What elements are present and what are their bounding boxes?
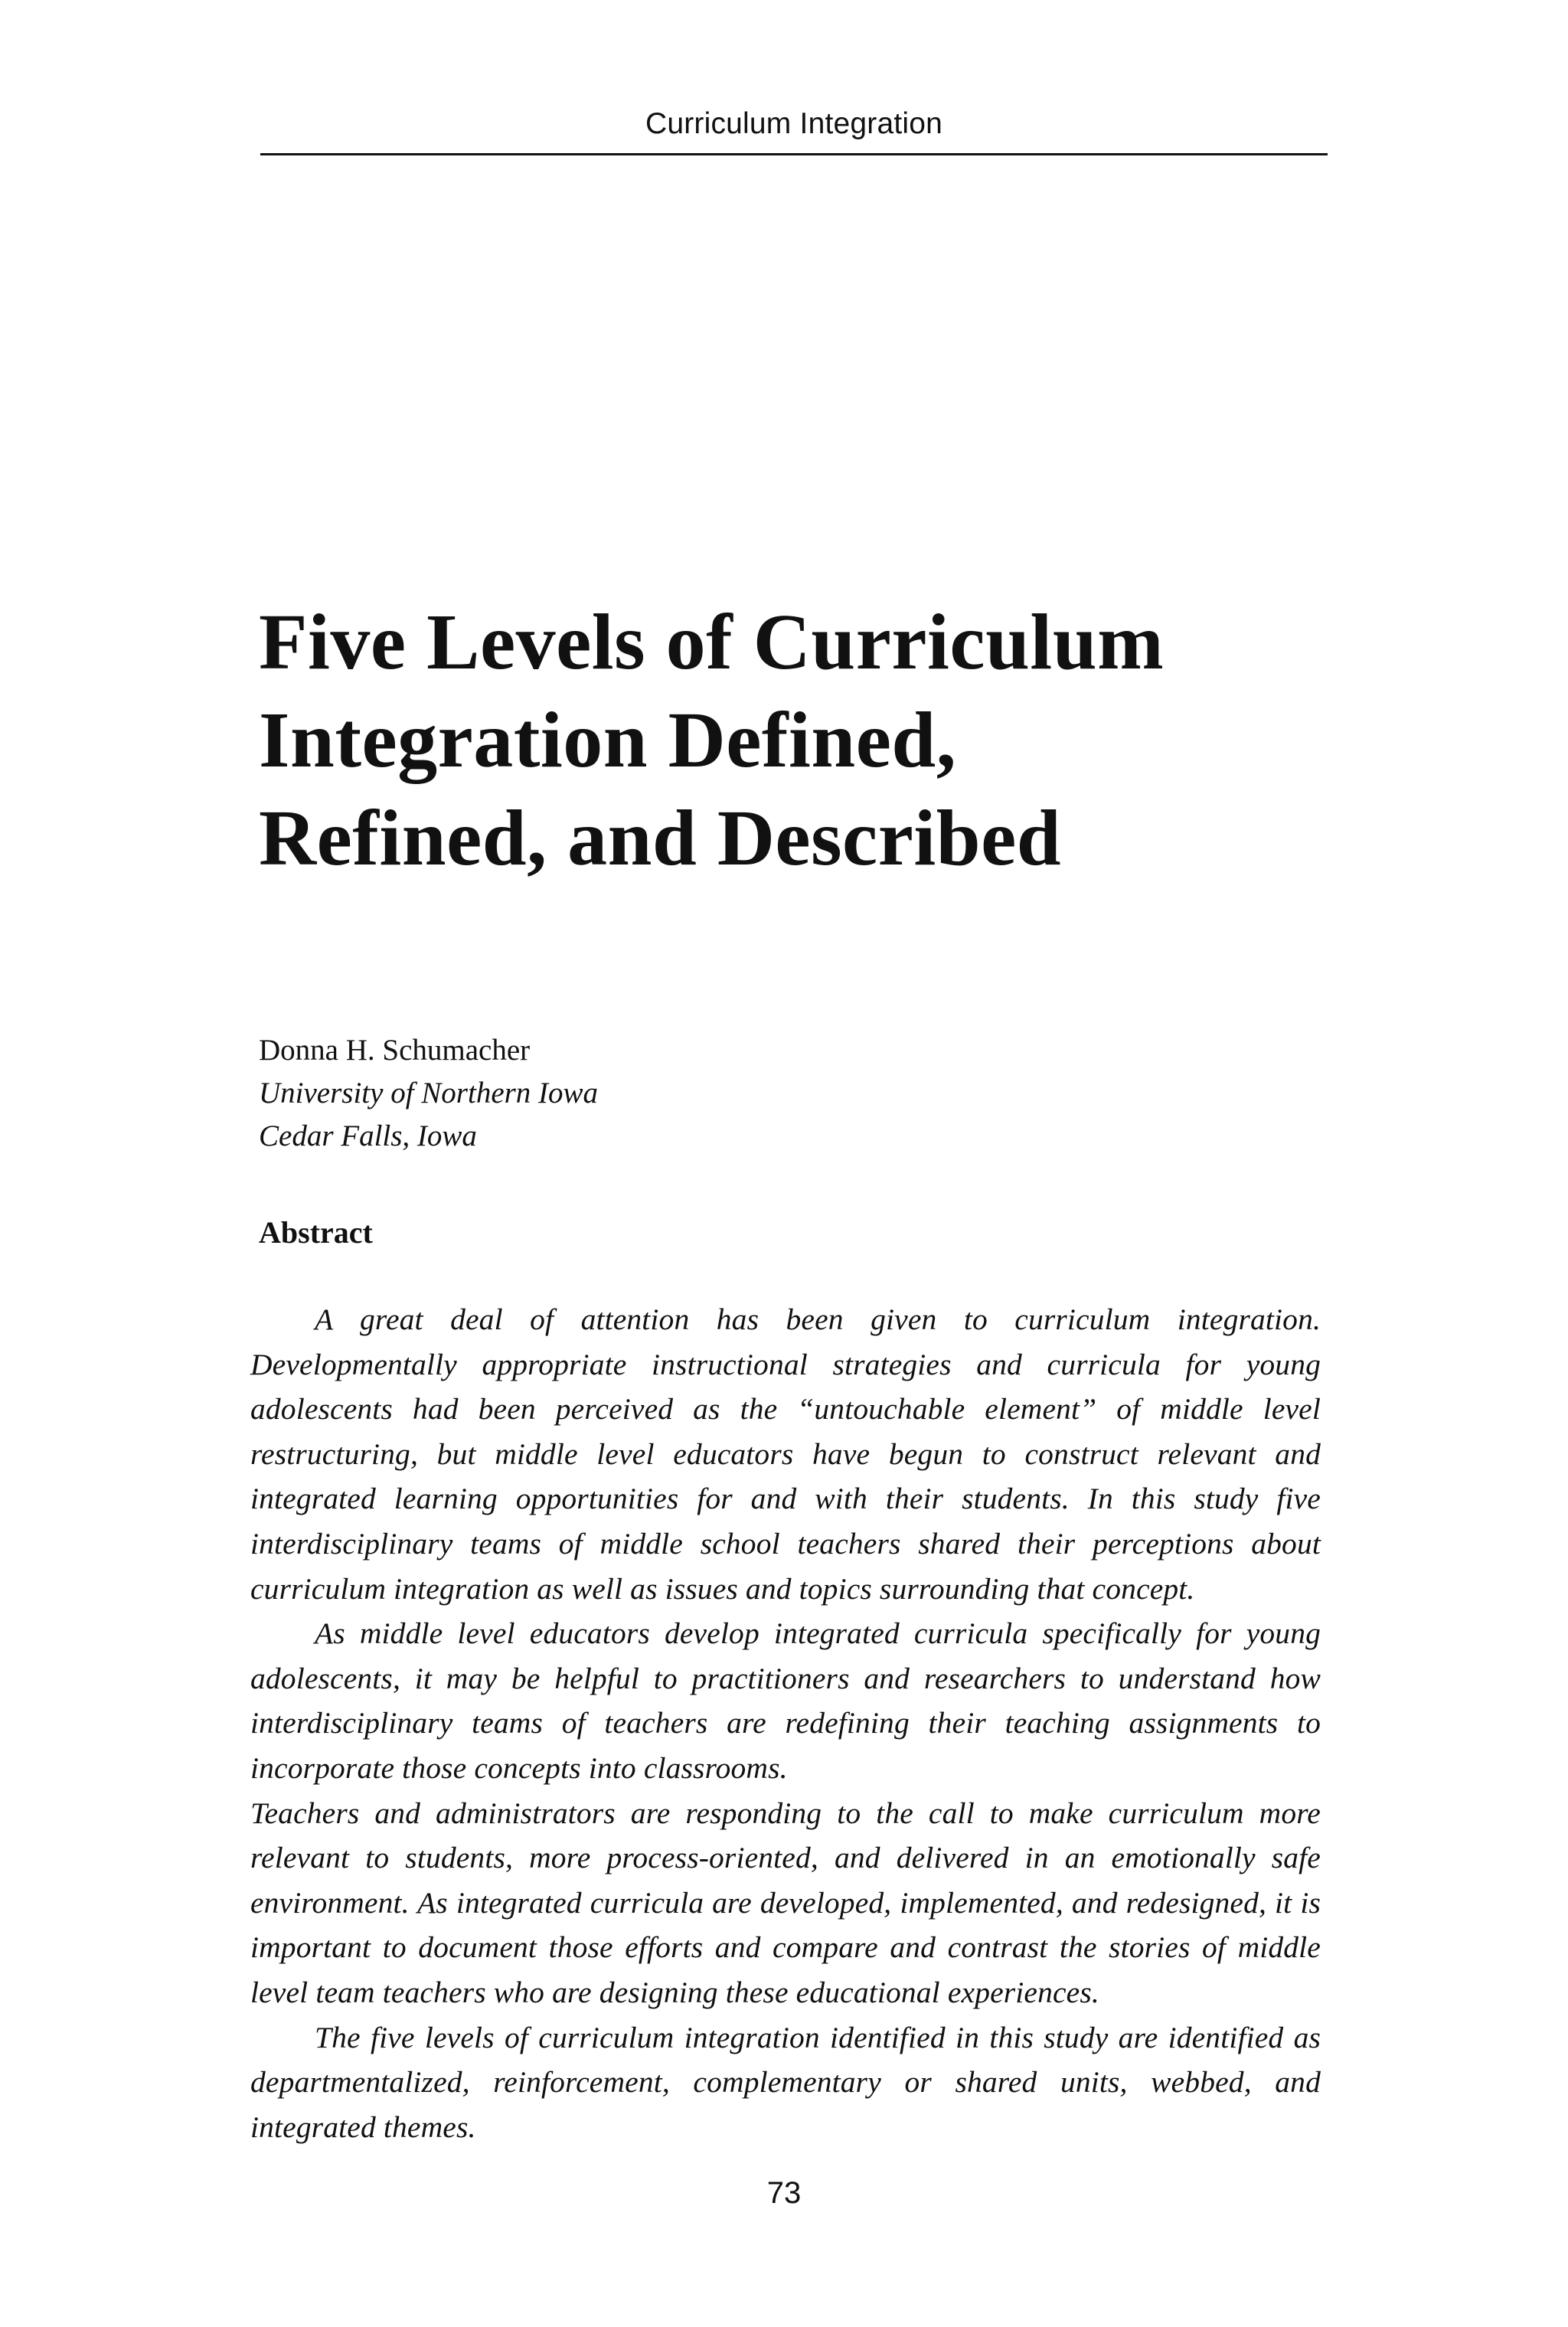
title-line: Five Levels of Curriculum: [259, 598, 1165, 686]
byline: [259, 1029, 1178, 1158]
header-rule: [260, 153, 1328, 155]
page-number: 73: [766, 2176, 802, 2210]
article-title: [259, 593, 1407, 887]
abstract-paragraph: The five levels of curriculum integration identified in this study are identified as departmentalized, reinforcement, complementary or shared units, webbed, and integrated themes.: [250, 2020, 1321, 2144]
abstract-paragraph: As middle level educators develop integrated curricula specifically for young adolescents, it may be helpful to practitioners and researchers to understand how interdisciplinary teams of teachers are redefining their teaching assignments to incorporate those concepts into classrooms.: [250, 1616, 1321, 1785]
title-line: Integration Defined,: [259, 696, 957, 784]
abstract-paragraph: Teachers and administrators are responding to the call to make curriculum more relevant to students, more process-oriented, and delivered in an emotionally safe environment. As integrated curricula are developed, implemented, and redesigned, it is important to document those efforts and compare and contrast the stories of middle level team teachers who are designing these educational experiences.: [250, 1796, 1321, 2009]
author-name: Donna H. Schumacher: [259, 1034, 531, 1067]
abstract-body: [250, 1297, 1321, 2149]
title-line: Refined, and Described: [259, 794, 1062, 882]
abstract-heading: Abstract: [259, 1215, 373, 1250]
abstract-paragraph: A great deal of attention has been given to curriculum integration. Developmentally appropriate instructional strategies and curricula for young adolescents had been perceived as the “untouchable element” of middle level restructuring, but middle level educators have begun to construct relevant and integrated learning opportunities for and with their students. In this study five interdisciplinary teams of middle school teachers shared their perceptions about curriculum integration as well as issues and topics surrounding that concept.: [250, 1302, 1321, 1606]
author-location: Cedar Falls, Iowa: [259, 1119, 477, 1152]
running-head: Curriculum Integration: [645, 107, 943, 140]
author-affiliation: University of Northern Iowa: [259, 1077, 599, 1110]
